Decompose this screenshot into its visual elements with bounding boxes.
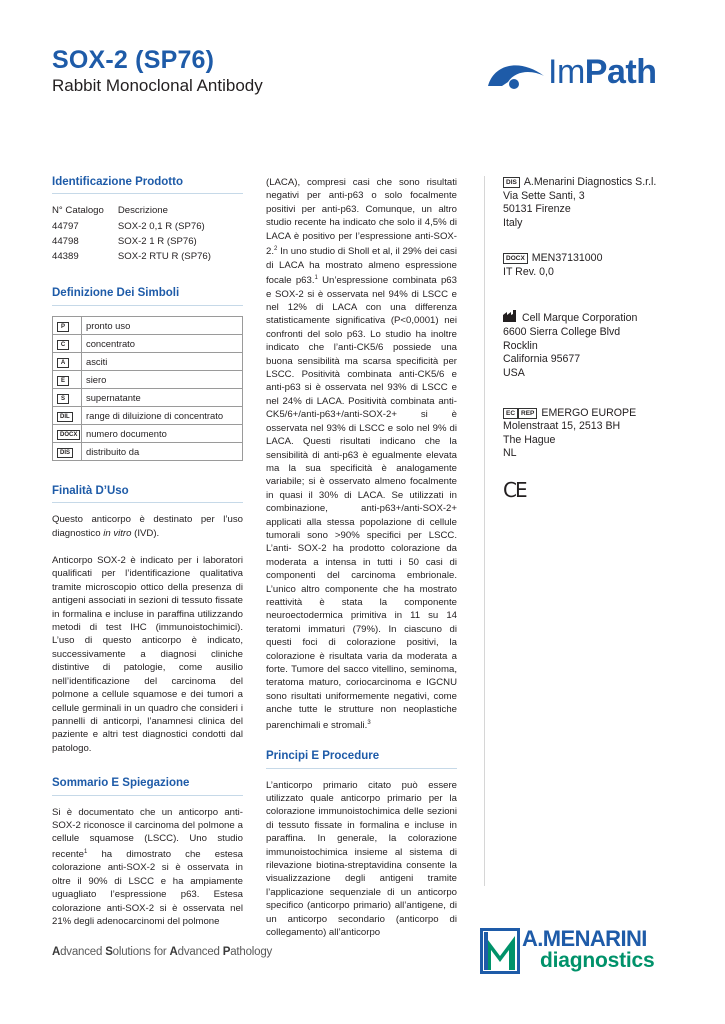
intended-use-paragraph-2: Anticorpo SOX-2 è indicato per i laboratori qualificati per l’identificazione qualitativa tramite microscopio ottico della presenza di antigeni associati in sezioni di tessuto fissate in formalina e incluse in paraffina utilizzando metodi di test IHC (immunoistochimici). L’uso di questo anticorpo è indicato, successivamente a diagnosi cliniche distintive di patologie, come ausilio nell’identificazione del carcinoma del polmone a cellule squamose e dei tumori a cellule germinali in un quadro che consideri i pannelli di anticorpi, l’anamnesi clinica del paziente e altri test diagnostici condotti dal patologo. — [52, 555, 243, 754]
symbol-document-icon: DOCX — [57, 430, 80, 440]
table-row: S supernatante — [53, 388, 243, 406]
table-row: DIS distribuito da — [53, 442, 243, 460]
summary-paragraph: Si è documentato che un anticorpo anti-SOX-2 riconosce il carcinoma del polmone a cellule squamose (LSCC). Uno studio recente$^1$ ha dimostrato che estesa colorazione anti-SOX-2 si è osservata in oltre il 90% di LSCC e ha ampiamente uguagliato l’espressione p63. Estesa colorazione anti-SOX-2 si è osservata nel 21% degli adenocarcinomi del polmone — [52, 806, 243, 927]
factory-icon — [503, 310, 518, 327]
symbol-ascites-icon: A — [57, 358, 69, 368]
symbol-concentrate-icon: C — [57, 340, 69, 350]
left-column — [52, 176, 243, 928]
summary-heading: Sommario E Spiegazione — [52, 777, 243, 795]
table-row: C concentrato — [53, 334, 243, 352]
ec-icon: EC — [503, 408, 518, 419]
table-row: P pronto uso — [53, 316, 243, 334]
summary-paragraph-continued: (LACA), compresi casi che sono risultati negativi per anti-p63 o solo focalmente positivi per anti-p63. Comunque, un altro studio recente ha indicato che solo il 4,5% di LACA è positivo per l’espressione anti-SOX-2.$^2$ In uno studio di Sholl et al, il 29% dei casi di LACA ha mostrato almeno espressione focale p63.$^1$ Un’espressione combinata p63 e SOX-2 si è osservata nel 94% di LSCC e nel 12% di LACA con una differenza statisticamente significativa (P<0,0001) nei confronti del solo p63. Lo studio ha inoltre indicato che l’anti-CK5/6 possiede una buona sensibilità ma scarsa specificità per LSCC. Positività combinata anti-CK5/6 e anti-p63 si è osservata nel 93% di LSCC e nel 24% di LACA. Positività combinata anti-CK5/6+/anti-p63+/anti-SOX-2+ si è osservata nel 93% di LSCC e solo nel 9% di LACA. Questi risultati indicano che la sensibilità di anti-p63 è egualmente elevata ma la sua specificità è analogamente variabile; si è osservato almeno focalmente in quasi il 30% di LACA. Se utilizzati in combinazione, anti-p63+/anti-SOX-2+ applicati alla stessa popolazione di cellule tumorali sono >90% specifici per LSCC. L’anti- SOX-2 ha prodotto colorazione da moderata a intensa in tutti i 50 casi di componenti del carcinoma embrionale. L’unico altro componente che ha mostrato reattività è stata la componente neuroectodermica primitiva in 11 su 14 teratomi immaturi (79%). In ciascuno di questi foci di colorazione positivi, la colorazione è risultata varia da moderata a forte. Tumore del sacco vitellino, seminoma, teratoma maturo, coriocarcinoma e IGCNU sono risultati uniformemente negativi, come anche tutte le strutture non neoplastiche parenchimali e stromali.$^3$ — [266, 177, 457, 731]
symbol-ready-to-use-icon: P — [57, 322, 69, 332]
document-icon: DOCX — [503, 253, 528, 264]
identification-heading: Identificazione Prodotto — [52, 176, 243, 194]
page-subtitle: Rabbit Monoclonal Antibody — [52, 76, 263, 95]
principles-heading: Principi E Procedure — [266, 750, 457, 768]
symbol-supernatant-icon: S — [57, 394, 69, 404]
distributor-name: A.Menarini Diagnostics S.r.l. — [523, 176, 657, 188]
table-row: 44798 SOX-2 1 R (SP76) — [52, 236, 197, 248]
description-header: Descrizione — [117, 205, 168, 217]
intended-use-paragraph-1: Questo anticorpo è destinato per l’uso diagnostico in vitro (IVD). — [52, 514, 243, 539]
symbols-heading: Definizione Dei Simboli — [52, 287, 243, 305]
page-title: SOX-2 (SP76) — [52, 46, 215, 74]
ce-mark-icon: CE — [503, 477, 526, 502]
symbols-table — [52, 316, 243, 461]
document-number: MEN37131000 — [531, 252, 603, 265]
distributor-icon: DIS — [503, 177, 520, 188]
footer-tagline: Advanced Solutions for Advanced Pathology — [52, 946, 273, 958]
table-row: A asciti — [53, 352, 243, 370]
manufacturer-name: Cell Marque Corporation — [522, 311, 638, 324]
menarini-emblem-icon — [480, 928, 520, 974]
column-divider — [484, 176, 485, 886]
impath-logo-text: ImPath — [548, 53, 657, 91]
symbol-serum-icon: E — [57, 376, 69, 386]
right-column — [503, 176, 678, 501]
menarini-brand-bottom: diagnostics — [540, 949, 655, 972]
intended-use-heading: Finalità D’Uso — [52, 485, 243, 503]
catalog-header: N° Catalogo — [52, 205, 104, 217]
table-row: E siero — [53, 370, 243, 388]
impath-swoosh-icon — [486, 52, 550, 94]
ec-rep-block: EC REP EMERGO EUROPE Molenstraat 15, 2513 BH The Hague NL — [503, 406, 637, 460]
table-row: DOCX numero documento — [53, 424, 243, 442]
impath-logo — [486, 52, 676, 94]
menarini-logo — [480, 928, 680, 978]
menarini-brand-top: A.MENARINI — [522, 926, 647, 951]
symbol-distributor-icon: DIS — [57, 448, 73, 458]
distributor-block: DIS A.Menarini Diagnostics S.r.l. Via Sette Santi, 3 50131 Firenze Italy — [503, 176, 657, 229]
catalog-table — [52, 204, 225, 265]
manufacturer-block: Cell Marque Corporation 6600 Sierra College Blvd Rocklin California 95677 USA — [503, 311, 638, 379]
rep-icon: REP — [518, 408, 537, 419]
ec-rep-name: EMERGO EUROPE — [541, 406, 637, 419]
symbol-dilution-icon: DIL — [57, 412, 73, 422]
document-block — [503, 252, 678, 279]
table-row: 44797 SOX-2 0,1 R (SP76) — [52, 221, 205, 233]
table-row: DIL range di diluizione di concentrato — [53, 406, 243, 424]
principles-paragraph: L’anticorpo primario citato può essere utilizzato quale anticorpo primario per la colorazione immunoistochimica delle sezioni di tessuto fissate in formalina e incluse in paraffina. In generale, la colorazione immunoistochimica insieme al sistema di rilevazione biotina-streptavidina consente la visualizzazione degli antigeni tramite l’applicazione sequenziale di un anticorpo specifico (anticorpo primario) all’antigene, di un anticorpo secondario (anticorpo di collegamento) all’anticorpo — [266, 779, 457, 939]
document-revision: IT Rev. 0,0 — [503, 265, 554, 278]
table-row: 44389 SOX-2 RTU R (SP76) — [52, 251, 211, 263]
middle-column — [266, 176, 457, 940]
